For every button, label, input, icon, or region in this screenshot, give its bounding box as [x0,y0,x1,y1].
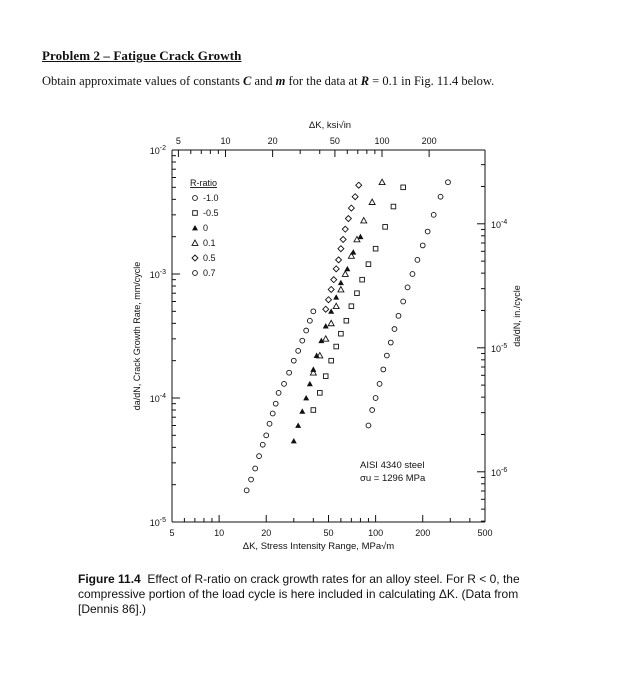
data-point-r-0_7 [392,327,397,332]
data-point-r--0_5 [391,204,396,209]
data-point-r-0 [338,280,344,285]
legend-marker [193,196,198,201]
y-tick-label-left: $10^{-5}$ [149,517,166,528]
statement-part: and [251,74,276,88]
data-point-r--0_5 [334,344,339,349]
data-point-r--1_0 [276,390,281,395]
data-point-r-0_5 [348,205,354,211]
data-point-r--1_0 [249,477,254,482]
x-tick-label-bottom: 100 [368,528,384,538]
data-point-r-0 [303,395,309,400]
data-point-r--1_0 [270,411,275,416]
x-tick-label-top: 50 [329,136,340,146]
data-point-r-0_7 [415,257,420,262]
data-point-r-0_5 [342,226,348,232]
data-point-r--1_0 [311,309,316,314]
data-point-r--1_0 [257,454,262,459]
data-point-r-0_7 [396,313,401,318]
data-point-r--1_0 [273,401,278,406]
data-point-r-0_7 [410,272,415,277]
data-point-r-0 [291,438,297,443]
data-point-r--1_0 [260,442,265,447]
x-axis-label-bottom: ΔK, Stress Intensity Range, MPa√m [242,541,395,552]
legend-marker [192,255,198,261]
y-axis-label-left: da/dN, Crack Growth Rate, mm/cycle [132,261,142,411]
statement-part: for the data at [285,74,361,88]
legend-marker [192,240,198,245]
data-point-r-0_5 [340,236,346,242]
data-point-r--1_0 [267,421,272,426]
data-point-r-0_7 [405,285,410,290]
y-axis-label-right: da/dN, in./cycle [512,285,522,347]
data-point-r--1_0 [264,433,269,438]
constant-c: C [243,74,252,88]
data-point-r-0_5 [356,182,362,188]
caption-text: Effect of R-ratio on crack growth rates for an alloy steel. For R < 0, the compressive portion of the load cycle is here included in calculating ΔK. (Data from [Dennis 86].) [78,572,520,616]
annotation-strength: σu = 1296 MPa [360,473,426,484]
data-point-r--1_0 [307,318,312,323]
legend-label: -1.0 [203,193,219,203]
data-point-r--1_0 [282,381,287,386]
y-tick-label-right: $10^{-5}$ [491,342,508,354]
data-point-r-0_5 [336,257,342,263]
x-tick-label-bottom: 5 [169,528,175,538]
data-point-r-0_5 [323,306,329,312]
x-tick-label-bottom: 500 [477,528,493,538]
data-point-r-0 [299,408,305,413]
y-tick-label-right: $10^{-6}$ [491,466,508,478]
annotation-material: AISI 4340 steel [360,460,425,471]
x-axis-label-top: ΔK, ksi√in [308,120,352,131]
data-point-r-0_1 [333,303,339,308]
x-tick-label-top: 5 [175,136,181,146]
data-point-r-0 [333,294,339,299]
data-point-r-0_7 [438,194,443,199]
data-point-r-0_7 [446,180,451,185]
data-point-r-0_7 [420,243,425,248]
data-point-r--1_0 [300,338,305,343]
data-point-r-0_7 [370,408,375,413]
data-point-r--0_5 [373,246,378,251]
data-point-r--0_5 [349,304,354,309]
y-tick-label-left: $10^{-4}$ [149,393,166,404]
data-point-r-0_5 [328,286,334,292]
x-tick-label-bottom: 20 [261,528,272,538]
data-point-r-0_7 [425,229,430,234]
data-point-r-0_5 [345,216,351,222]
legend-label: -0.5 [203,208,219,218]
r-symbol: R [360,74,370,88]
data-point-r-0_1 [323,336,329,341]
data-point-r--1_0 [253,466,258,471]
x-tick-label-bottom: 200 [415,528,431,538]
data-point-r-0_5 [333,266,339,272]
data-point-r-0_5 [331,277,337,283]
data-point-r--0_5 [360,277,365,282]
y-tick-label-left: $10^{-3}$ [149,269,166,280]
data-point-r--0_5 [366,262,371,267]
x-tick-label-top: 20 [267,136,278,146]
legend-label: 0 [203,223,209,233]
y-tick-label-right: $10^{-4}$ [491,218,508,230]
problem-title: Problem 2 – Fatigue Crack Growth [42,48,242,63]
legend-label: 0.5 [203,253,216,263]
data-point-r--0_5 [311,408,316,413]
data-point-r--0_5 [401,185,406,190]
x-tick-label-bottom: 10 [214,528,225,538]
x-tick-label-top: 200 [421,136,437,146]
statement-part: Obtain approximate values of constants [42,74,243,88]
data-point-r-0_5 [352,194,358,200]
data-point-r--1_0 [287,370,292,375]
data-point-r-0_7 [373,396,378,401]
x-tick-label-top: 10 [220,136,231,146]
data-point-r--1_0 [304,328,309,333]
legend-marker [193,271,198,276]
data-point-r--0_5 [344,318,349,323]
data-point-r-0_7 [381,367,386,372]
data-point-r--0_5 [323,374,328,379]
legend-label: 0.1 [203,238,216,248]
legend-label: 0.7 [203,268,216,278]
figure-caption [78,572,548,617]
data-point-r-0_1 [328,320,334,325]
data-point-r--0_5 [355,291,360,296]
data-point-r--1_0 [296,348,301,353]
data-point-r-0_1 [338,286,344,291]
y-tick-label-left: $10^{-2}$ [149,145,166,156]
data-point-r--0_5 [383,225,388,230]
data-point-r-0_1 [379,179,385,184]
data-point-r--1_0 [244,488,249,493]
statement-part: = 0.1 in Fig. 11.4 below. [369,74,495,88]
data-point-r-0_1 [342,271,348,276]
data-point-r--0_5 [318,391,323,396]
data-point-r--0_5 [329,358,334,363]
x-tick-label-bottom: 50 [323,528,334,538]
data-point-r-0_1 [361,218,367,223]
data-point-r--0_5 [339,331,344,336]
data-point-r-0_5 [326,297,332,303]
data-point-r-0_5 [338,246,344,252]
data-point-r-0_7 [401,299,406,304]
data-point-r-0_1 [369,199,375,204]
data-point-r-0_7 [431,212,436,217]
data-point-r--1_0 [291,358,296,363]
data-point-r-0_7 [388,340,393,345]
data-point-r-0_7 [366,423,371,428]
caption-label: Figure 11.4 [78,572,141,586]
data-point-r-0 [307,381,313,386]
legend-marker [193,211,198,216]
legend-title: R-ratio [190,178,218,188]
constant-m: m [275,74,286,88]
x-tick-label-top: 100 [374,136,390,146]
data-point-r-0 [295,423,301,428]
data-point-r-0_7 [377,381,382,386]
data-point-r-0_7 [384,353,389,358]
legend-marker [192,225,198,230]
